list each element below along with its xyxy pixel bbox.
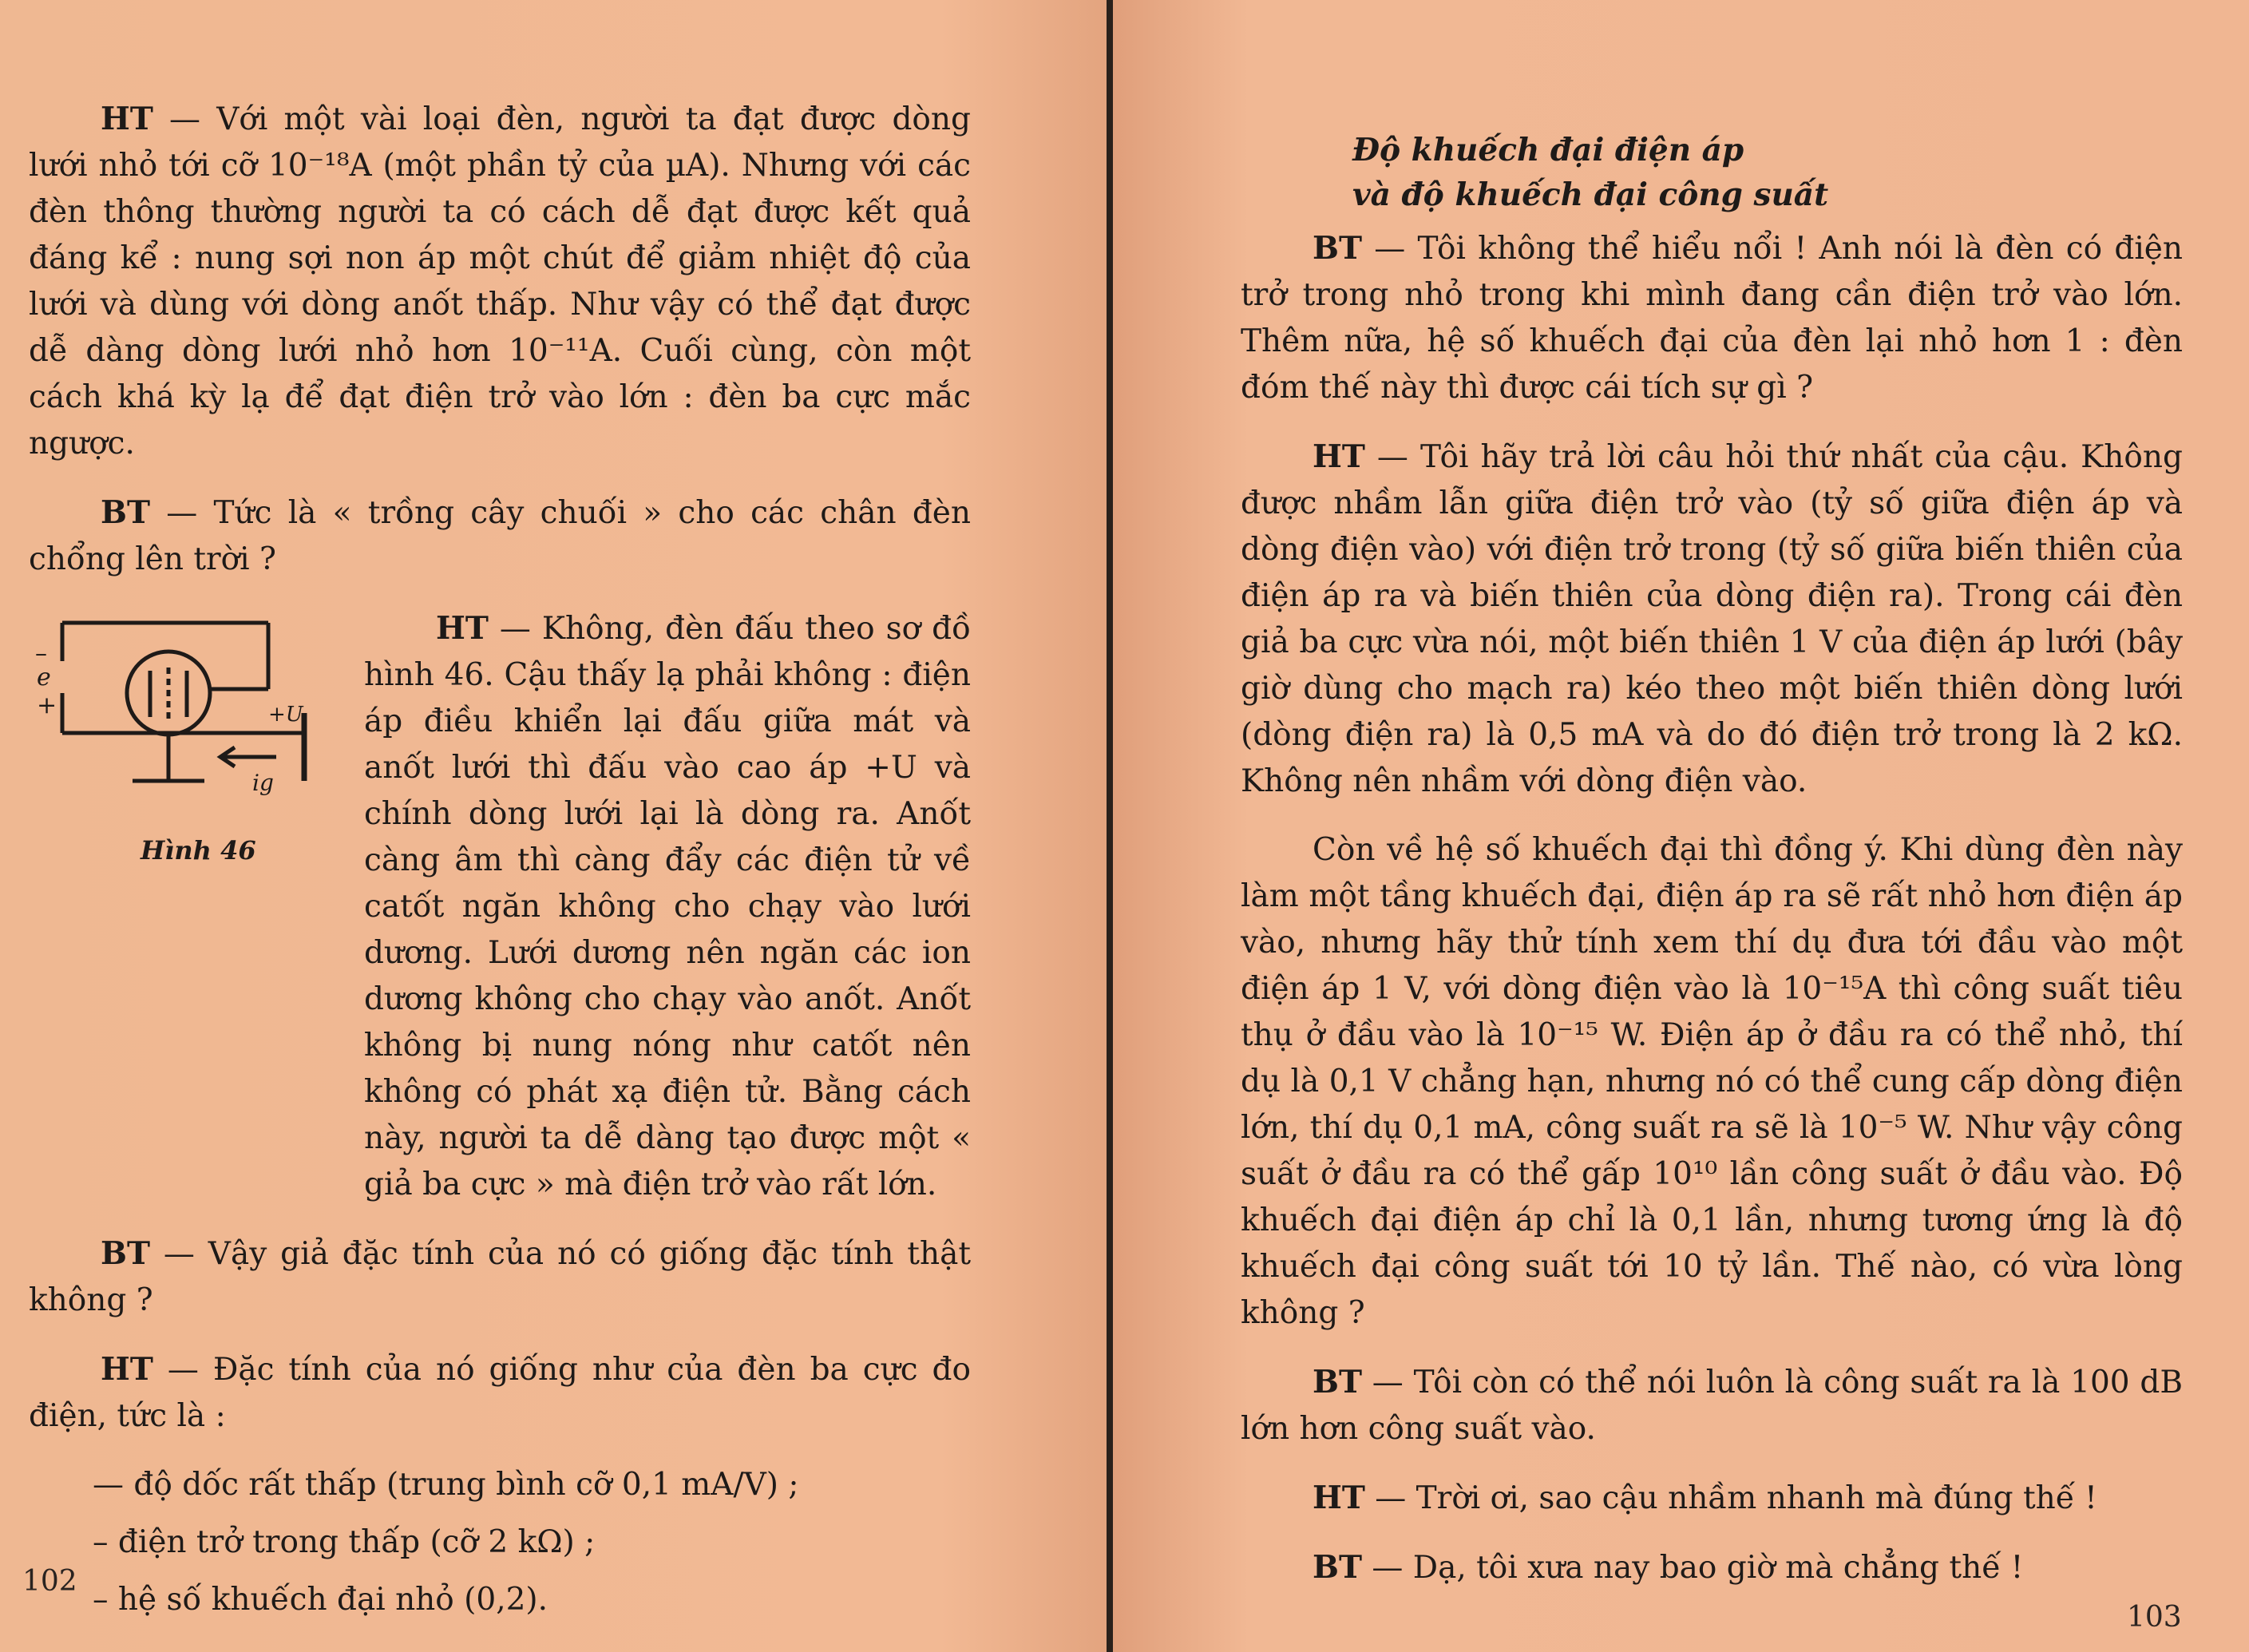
paragraph: [1241, 827, 2183, 1337]
right-page: [1113, 0, 2249, 1652]
paragraph-text: Không, đèn đấu theo sơ đồ hình 46. Cậu thấy lạ phải không : điện áp điều khiển lại đấu giữa mát và anốt lưới thì đấu vào cao áp +U và chính dòng lưới lại là dòng ra. Anốt càng âm thì càng đẩy các điện tử về catốt ngăn không cho chạy vào lưới dương. Lưới dương nên ngăn các ion dương không cho chạy vào anốt. Anốt không bị nung nóng như catốt nên không có phát xạ điện tử. Bằng cách này, người ta dễ dàng tạo được một « giả ba cực » mà điện trở vào rất lớn.: [364, 611, 972, 1202]
paragraph: HT — Tôi hãy trả lời câu hỏi thứ nhất của cậu. Không được nhầm lẫn giữa điện trở vào (tỷ số giữa điện áp và dòng điện vào) với điện trở trong (tỷ số giữa biến thiên của điện áp ra và biến thiên của dòng điện ra). Trong cái đèn giả ba cực vừa nói, một biến thiên 1 V của điện áp lưới (bây giờ dùng cho mạch ra) kéo theo một biến thiên dòng lưới (dòng điện ra) là 0,5 mA và do đó điện trở trong là 2 kΩ. Không nên nhầm với dòng điện vào.: [1241, 438, 2183, 799]
paragraph-text: Tôi không thể hiểu nổi ! Anh nói là đèn có điện trở trong nhỏ trong khi mình đang cần điện trở vào lớn. Thêm nữa, hệ số khuếch đại của đèn lại nhỏ hơn 1 : đèn đóm thế này thì được cái tích sự gì ?: [1241, 231, 2183, 406]
paragraph-text: Dạ, tôi xưa nay bao giờ mà chẳng thế !: [1412, 1550, 2024, 1586]
figure-46: [29, 605, 364, 869]
left-text-column: [29, 96, 971, 1634]
paragraph-text: Còn về hệ số khuếch đại thì đồng ý. Khi dùng đèn này làm một tầng khuếch đại, điện áp ra sẽ rất nhỏ hơn điện áp vào, nhưng hãy thử tính xem thí dụ đưa tới đầu vào một điện áp 1 V, với dòng điện vào là 10⁻¹⁵A thì công suất tiêu thụ ở đầu vào là 10⁻¹⁵ W. Điện áp ở đầu ra có thể nhỏ, thí dụ là 0,1 V chẳng hạn, nhưng nó có thể cung cấp dòng điện lớn, thí dụ 0,1 mA, công suất ra sẽ là 10⁻⁵ W. Như vậy công suất ở đầu ra có thể gấp 10¹⁰ lần công suất ở đầu vào. Độ khuếch đại điện áp chỉ là 0,1 lần, nhưng tương ứng là độ khuếch đại công suất tới 10 tỷ lần. Thế nào, có vừa lòng không ?: [1241, 832, 2183, 1331]
speaker-label: HT: [1313, 438, 1365, 475]
paragraph-text: Với một vài loại đèn, người ta đạt được dòng lưới nhỏ tới cỡ 10⁻¹⁸A (một phần tỷ của µA). Nhưng với các đèn thông thường người ta có cách dễ đạt được kết quả đáng kể : nung sợi non áp một chút để giảm nhiệt độ của lưới và dùng với dòng anốt thấp. Như vậy có thể đạt được dễ dàng dòng lưới nhỏ hơn 10⁻¹¹A. Cuối cùng, còn một cách khá kỳ lạ để đạt điện trở vào lớn : đèn ba cực mắc ngược.: [29, 101, 971, 462]
plus-u-label: +U: [268, 703, 303, 727]
speaker-label: BT: [1313, 1364, 1362, 1400]
speaker-label: BT: [1313, 1549, 1362, 1586]
list-item: — độ dốc rất thấp (trung bình cỡ 0,1 mA/V) ;: [93, 1467, 799, 1503]
speaker-label: BT: [101, 494, 150, 531]
heading-line: Độ khuếch đại điện áp: [1352, 132, 1744, 168]
section-heading: [1241, 128, 2183, 217]
characteristics-list: [29, 1462, 971, 1623]
paragraph: HT — Với một vài loại đèn, người ta đạt được dòng lưới nhỏ tới cỡ 10⁻¹⁸A (một phần tỷ của µA). Nhưng với các đèn thông thường người ta có cách dễ đạt được kết quả đáng kể : nung sợi non áp một chút để giảm nhiệt độ của lưới và dùng với dòng anốt thấp. Như vậy có thể đạt được dễ dàng dòng lưới nhỏ hơn 10⁻¹¹A. Cuối cùng, còn một cách khá kỳ lạ để đạt điện trở vào lớn : đèn ba cực mắc ngược.: [29, 101, 971, 462]
plus-label: +: [37, 691, 57, 719]
paragraph-text: Đặc tính của nó giống như của đèn ba cực đo điện, tức là :: [29, 1352, 971, 1434]
paragraph-text: Vậy giả đặc tính của nó có giống đặc tính thật không ?: [29, 1236, 971, 1318]
minus-label: –: [35, 640, 47, 668]
paragraph-text: Tôi còn có thể nói luôn là công suất ra là 100 dB lớn hơn công suất vào.: [1241, 1365, 2184, 1447]
paragraph: BT — Vậy giả đặc tính của nó có giống đặc tính thật không ?: [29, 1235, 971, 1318]
speaker-label: BT: [101, 1235, 150, 1272]
speaker-label: HT: [1313, 1480, 1365, 1516]
right-text-column: [1241, 128, 2183, 1614]
paragraph: BT — Tôi còn có thể nói luôn là công suất ra là 100 dB lớn hơn công suất vào.: [1241, 1364, 2184, 1447]
paragraph: BT — Tôi không thể hiểu nổi ! Anh nói là đèn có điện trở trong nhỏ trong khi mình đang cần điện trở vào lớn. Thêm nữa, hệ số khuếch đại của đèn lại nhỏ hơn 1 : đèn đóm thế này thì được cái tích sự gì ?: [1241, 230, 2183, 406]
figure-block: [29, 605, 971, 1208]
ig-label: ig: [252, 770, 274, 796]
list-item: – điện trở trong thấp (cỡ 2 kΩ) ;: [93, 1524, 596, 1560]
speaker-label: BT: [1313, 230, 1362, 267]
book-gutter: [1107, 0, 1113, 1652]
paragraph: BT — Dạ, tôi xưa nay bao giờ mà chẳng thế !: [1313, 1549, 2024, 1586]
paragraph: BT — Tức là « trồng cây chuối » cho các chân đèn chổng lên trời ?: [29, 494, 971, 577]
speaker-label: HT: [101, 1351, 153, 1388]
paragraph: HT — Đặc tính của nó giống như của đèn ba cực đo điện, tức là :: [29, 1351, 971, 1434]
page-number-right: 103: [2127, 1601, 2182, 1634]
paragraph-text: Tôi hãy trả lời câu hỏi thứ nhất của cậu. Không được nhầm lẫn giữa điện trở vào (tỷ số giữa điện áp và dòng điện vào) với điện trở trong (tỷ số giữa biến thiên của điện áp ra và biến thiên của dòng điện ra). Trong cái đèn giả ba cực vừa nói, một biến thiên 1 V của điện áp lưới (bây giờ dùng cho mạch ra) kéo theo một biến thiên dòng lưới (dòng điện ra) là 0,5 mA và do đó điện trở trong là 2 kΩ. Không nên nhầm với dòng điện vào.: [1241, 439, 2183, 799]
e-label: e: [37, 664, 51, 691]
list-item: – hệ số khuếch đại nhỏ (0,2).: [93, 1582, 548, 1618]
heading-line: và độ khuếch đại công suất: [1352, 176, 1829, 213]
figure-paragraph: HT — Không, đèn đấu theo sơ đồ hình 46. Cậu thấy lạ phải không : điện áp điều khiển lại đấu giữa mát và anốt lưới thì đấu vào cao áp +U và chính dòng lưới lại là dòng ra. Anốt càng âm thì càng đẩy các điện tử về catốt ngăn không cho chạy vào lưới dương. Lưới dương nên ngăn các ion dương không cho chạy vào anốt. Anốt không bị nung nóng như catốt nên không có phát xạ điện tử. Bằng cách này, người ta dễ dàng tạo được một « giả ba cực » mà điện trở vào rất lớn.: [364, 610, 972, 1202]
paragraph: HT — Trời ơi, sao cậu nhầm nhanh mà đúng thế !: [1313, 1480, 2097, 1516]
left-page: [0, 0, 1107, 1652]
paragraph-text: Trời ơi, sao cậu nhầm nhanh mà đúng thế !: [1416, 1480, 2097, 1516]
page-number-left: 102: [22, 1565, 77, 1598]
speaker-label: HT: [436, 610, 489, 647]
figure-caption: Hình 46: [141, 835, 256, 866]
paragraph-text: Tức là « trồng cây chuối » cho các chân đèn chổng lên trời ?: [29, 495, 971, 577]
speaker-label: HT: [101, 101, 153, 137]
